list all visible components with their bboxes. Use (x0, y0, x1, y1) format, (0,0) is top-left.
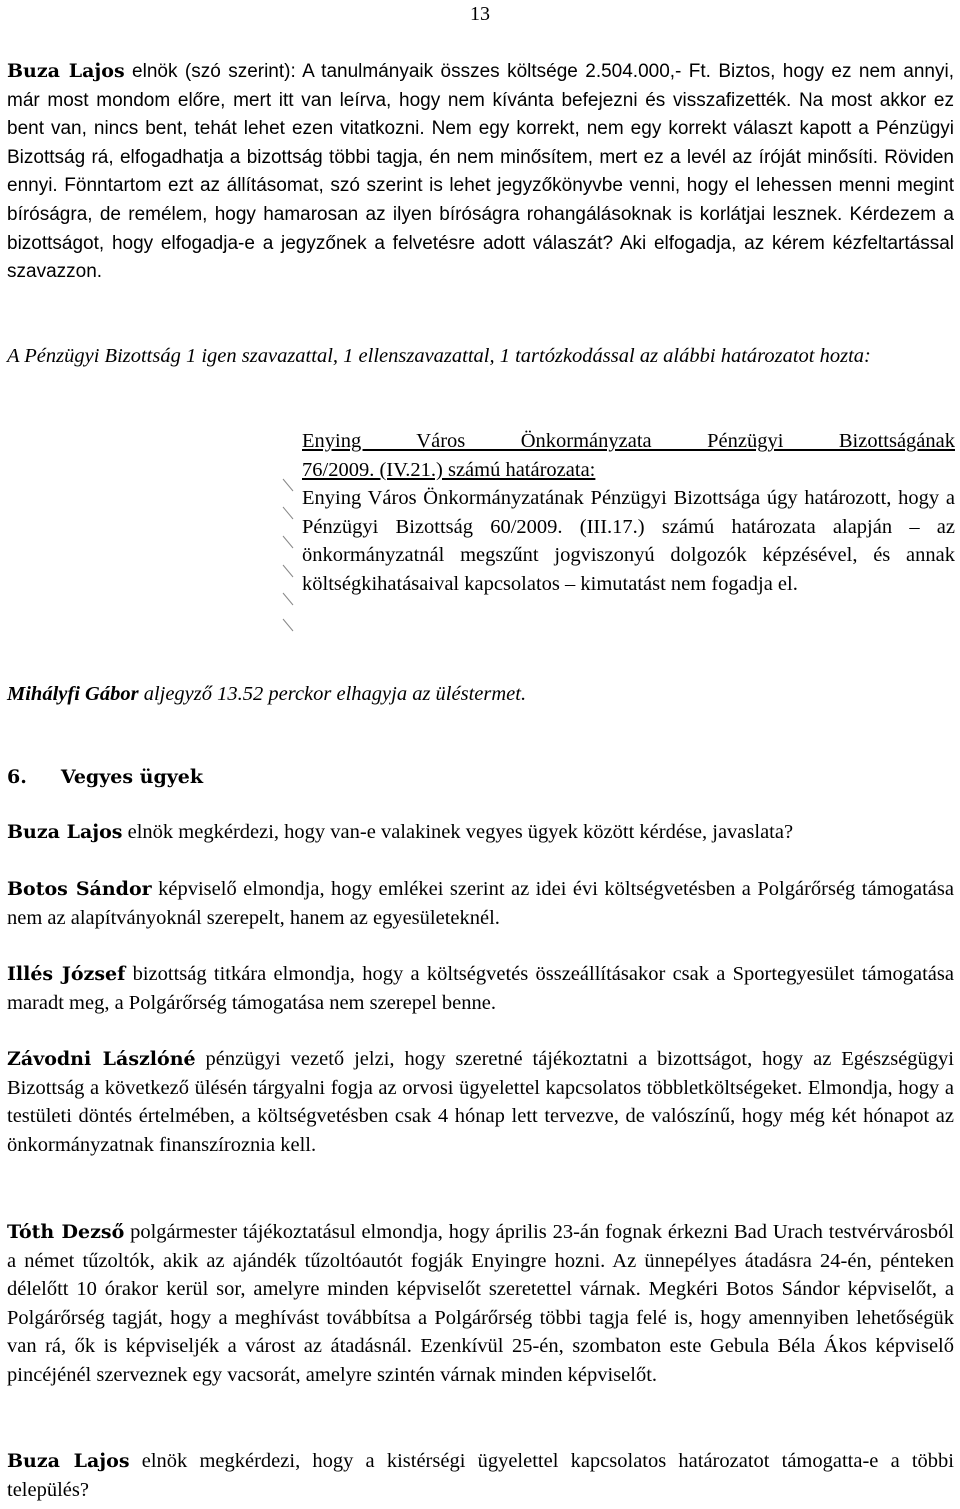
paragraph (7, 1447, 954, 1504)
margin-tick-icon (282, 535, 294, 549)
vote-statement (7, 342, 954, 371)
paragraph-text: polgármester tájékoztatásul elmondja, hogy április 23-án fognak érkezni Bad Urach testvérvárosból a német tűzoltók, akik az ajándék tűzoltóautót fogják Enyingre hozni. Az ünnepélyes átadásra 24-én, pénteken délelőtt 10 órakor kerül sor, amelyre minden képviselőt szeretettel várnak. Megkéri Botos Sándor képviselőt, a Polgárőrség tagját, hogy a meghívást továbbítsa a Polgárőrség többi tagja felé is, hogy amennyiben lehetőségük van rá, ők is képviseljék a várost az átadásnál. Ezenkívül 25-én, szombaton este Gebula Béla Ákos képviselő pincéjénél szerveznek egy vacsorát, amelyre szintén várnak minden képviselőt. (7, 1221, 954, 1386)
speaker-name: Illés József (7, 963, 126, 985)
paragraph (7, 960, 954, 1017)
speaker-name: Závodni Lászlóné (7, 1048, 196, 1070)
margin-tick-icon (282, 506, 294, 520)
speaker-name: Buza Lajos (7, 1450, 130, 1472)
section-number: 6. (7, 766, 27, 788)
note-name: Mihályfi Gábor (7, 683, 139, 705)
margin-tick-icon (282, 478, 294, 492)
note-text: aljegyző 13.52 perckor elhagyja az üléstermet. (138, 683, 527, 705)
paragraph-text: bizottság titkára elmondja, hogy a költségvetés összeállításakor csak a Sportegyesület támogatása maradt meg, a Polgárőrség támogatása nem szerepel benne. (7, 963, 954, 1014)
margin-tick-icon (282, 564, 294, 578)
paragraph (7, 1045, 954, 1159)
paragraph-chair-statement (7, 57, 954, 287)
paragraph (7, 1218, 954, 1390)
speaker-name: Botos Sándor (7, 878, 152, 900)
margin-tick-icon (282, 592, 294, 606)
margin-tick-icon (282, 618, 294, 632)
page-number: 13 (470, 3, 490, 25)
paragraph-text: elnök megkérdezi, hogy van-e valakinek vegyes ügyek között kérdése, javaslata? (122, 821, 794, 843)
attendance-note (7, 680, 954, 709)
resolution-block (302, 427, 955, 599)
speaker-name: Tóth Dezső (7, 1221, 125, 1243)
section-heading (7, 763, 954, 792)
resolution-title: Enying Város Önkormányzata Pénzügyi Bizottságának (302, 430, 955, 452)
paragraph (7, 818, 954, 847)
section-title: Vegyes ügyek (60, 766, 204, 788)
paragraph-text: elnök megkérdezi, hogy a kistérségi ügyelettel kapcsolatos határozatot támogatta-e a többi település? (7, 1450, 954, 1501)
speaker-name: Buza Lajos (7, 60, 125, 82)
resolution-body: Enying Város Önkormányzatának Pénzügyi Bizottsága úgy határozott, hogy a Pénzügyi Bizottság 60/2009. (III.17.) számú határozata alapján – az önkormányzatnál megszűnt jogviszonyú dolgozók képzésével, és annak költségkihatásaival kapcsolatos – kimutatást nem fogadja el. (302, 487, 955, 595)
vote-text: A Pénzügyi Bizottság 1 igen szavazattal, 1 ellenszavazattal, 1 tartózkodással az alábbi határozatot hozta: (7, 345, 871, 367)
paragraph-text: képviselő elmondja, hogy emlékei szerint az idei évi költségvetésben a Polgárőrség támogatása nem az alapítványoknál szerepelt, hanem az egyesületeknél. (7, 878, 954, 929)
paragraph (7, 875, 954, 932)
paragraph-text: pénzügyi vezető jelzi, hogy szeretné tájékoztatni a bizottságot, hogy az Egészségügyi Bizottság a következő ülésén tárgyalni fogja az orvosi ügyelettel kapcsolatos többletköltségeket. Elmondja, hogy a testületi döntés értelmében, a költségvetésben csak 4 hónap lett tervezve, de valószínű, hogy még két hónapot az önkormányzatnak finanszíroznia kell. (7, 1048, 954, 1156)
paragraph-text: elnök (szó szerint): A tanulmányaik összes költsége 2.504.000,- Ft. Biztos, hogy ez nem annyi, már most mondom előre, mert itt van leírva, hogy nem kívánta befejezni és visszafizették. Na most akkor ez bent van, nincs bent, tehát lehet ezen vitatkozni. Nem egy korrekt, nem egy korrekt választ kapott a Pénzügyi Bizottság rá, elfogadhatja a bizottság többi tagja, én nem minősítem, mert ez a levél az íróját minősíti. Röviden ennyi. Fönntartom ezt az állításomat, szó szerint is lehet jegyzőkönyvbe venni, hogy el lehessen menni megint bíróságra, de remélem, hogy hamarosan az ilyen bíróságra rohangálásoknak is korlátjai lesznek. Kérdezem a bizottságot, hogy elfogadja-e a jegyzőnek a felvetésre adott válaszát? Aki elfogadja, az kérem kézfeltartással szavazzon. (7, 61, 954, 283)
speaker-name: Buza Lajos (7, 821, 123, 843)
resolution-number: 76/2009. (IV.21.) számú határozata: (302, 458, 596, 481)
